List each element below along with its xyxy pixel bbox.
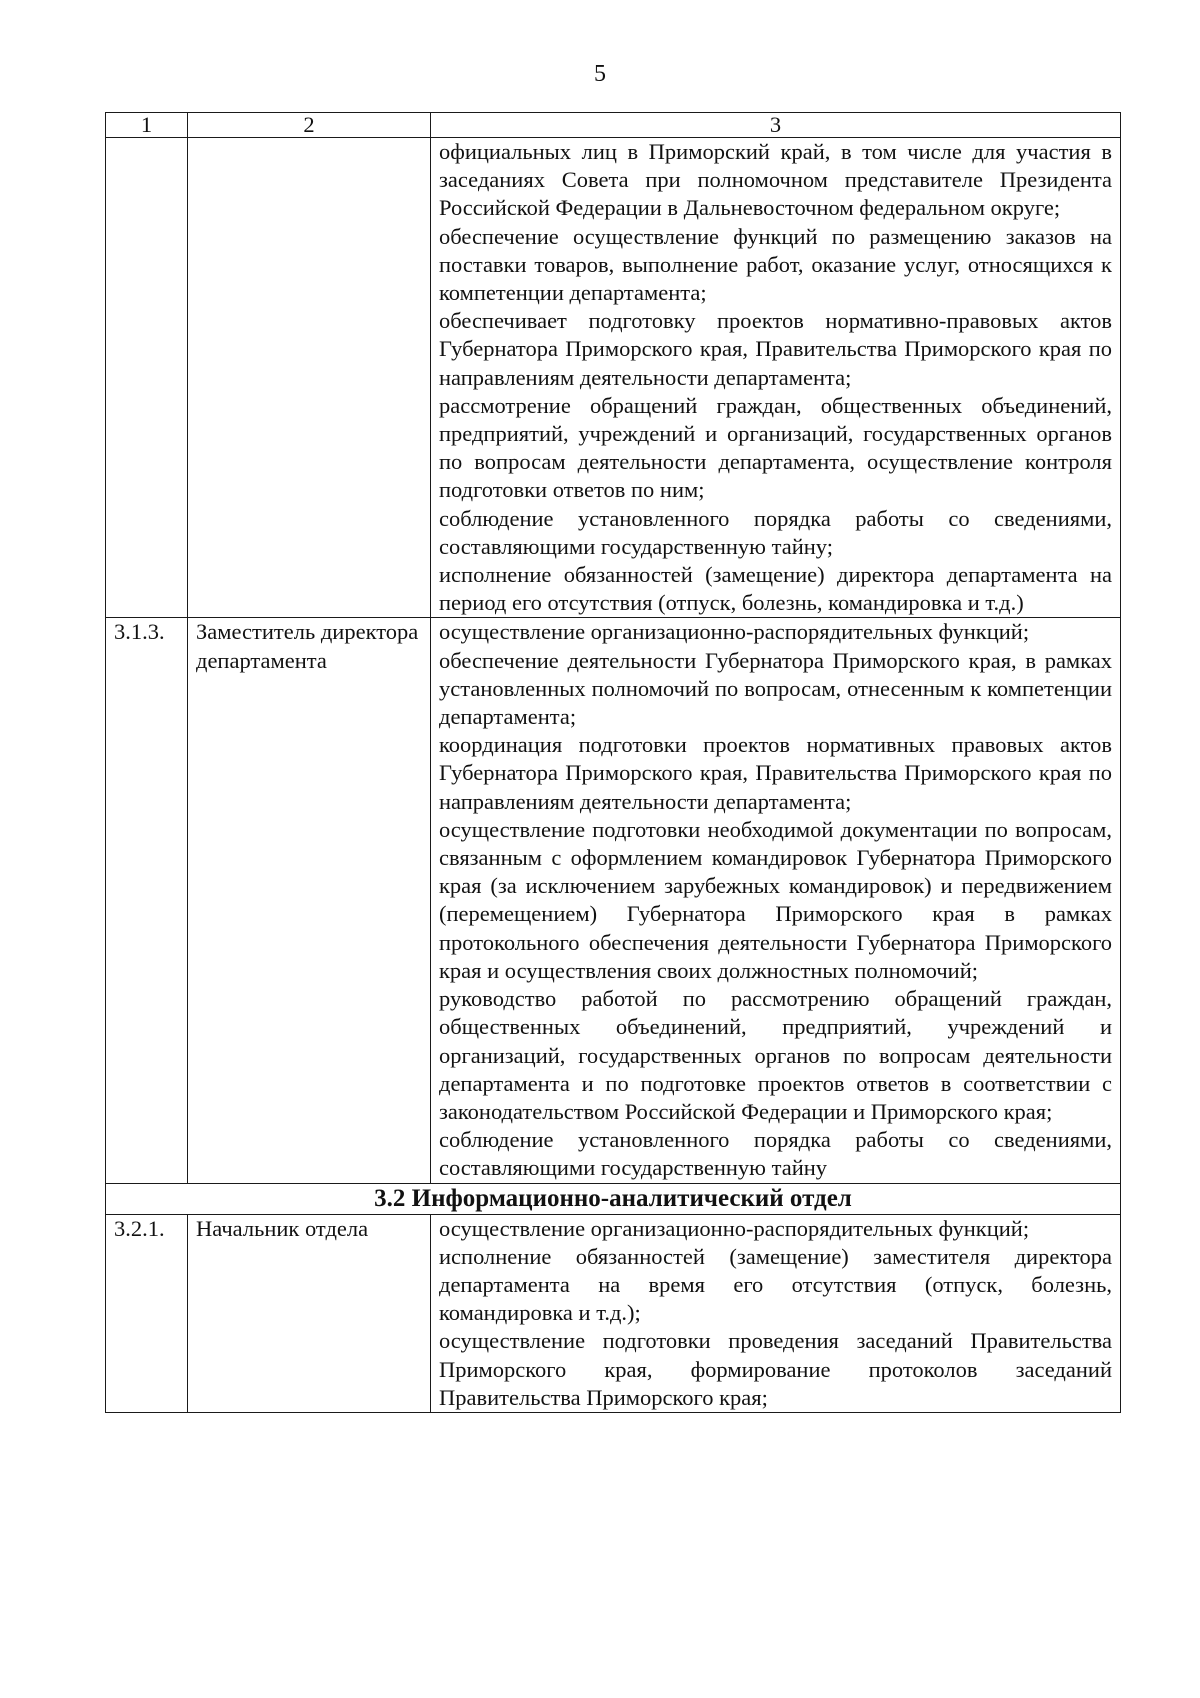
duties-table — [105, 112, 1121, 1413]
row-duties — [431, 618, 1121, 1183]
row-position: Заместитель директора департамента — [188, 618, 431, 1183]
duty-paragraph: координация подготовки проектов нормативных правовых актов Губернатора Приморского края, Правительства Приморского края по направлениям деятельности департамента; — [439, 732, 1112, 814]
duty-paragraph: соблюдение установленного порядка работы со сведениями, составляющими государственную тайну — [439, 1127, 1112, 1181]
table-header-row — [106, 113, 1121, 138]
section-row — [106, 1183, 1121, 1214]
page-number: 5 — [594, 61, 606, 87]
duty-paragraph: исполнение обязанностей (замещение) директора департамента на период его отсутствия (отпуск, болезнь, командировка и т.д.) — [439, 562, 1112, 616]
duty-paragraph: осуществление организационно-распорядительных функций; — [439, 1215, 1030, 1241]
duty-paragraph: осуществление подготовки проведения заседаний Правительства Приморского края, формирование протоколов заседаний Правительства Приморского края; — [439, 1328, 1112, 1410]
header-col-3: 3 — [431, 113, 1121, 138]
header-col-1: 1 — [106, 113, 188, 138]
row-number — [106, 138, 188, 618]
row-number: 3.1.3. — [106, 618, 188, 1183]
table-row — [106, 618, 1121, 1183]
duty-paragraph: соблюдение установленного порядка работы со сведениями, составляющими государственную тайну; — [439, 505, 1112, 559]
duty-paragraph: обеспечение деятельности Губернатора Приморского края, в рамках установленных полномочий по вопросам, отнесенным к компетенции департамента; — [439, 647, 1112, 730]
duty-paragraph: руководство работой по рассмотрению обращений граждан, общественных объединений, предприятий, учреждений и организаций, государственных органов по вопросам деятельности департамента и по подготовке проектов ответов в соответствии с законодательством Российской Федерации и Приморского края; — [439, 986, 1112, 1124]
duty-paragraph: осуществление организационно-распорядительных функций; — [439, 619, 1030, 645]
row-number: 3.2.1. — [106, 1214, 188, 1412]
row-position — [188, 138, 431, 618]
duty-paragraph: исполнение обязанностей (замещение) заместителя директора департамента на время его отсутствия (отпуск, болезнь, командировка и т.д.); — [439, 1243, 1112, 1326]
row-position: Начальник отдела — [188, 1214, 431, 1412]
table-row — [106, 1214, 1121, 1412]
duty-paragraph: обеспечение осуществление функций по размещению заказов на поставки товаров, выполнение работ, оказание услуг, относящихся к компетенции департамента; — [439, 223, 1112, 306]
row-duties — [431, 1214, 1121, 1412]
row-duties — [431, 138, 1121, 618]
duty-paragraph: рассмотрение обращений граждан, общественных объединений, предприятий, учреждений и организаций, государственных органов по вопросам деятельности департамента, осуществление контроля подготовки ответов по ним; — [439, 392, 1112, 503]
header-col-2: 2 — [188, 113, 431, 138]
duty-paragraph: осуществление подготовки необходимой документации по вопросам, связанным с оформлением командировок Губернатора Приморского края (за исключением зарубежных командировок) и передвижением (перемещением) Губернатора Приморского края в рамках протокольного обеспечения деятельности Губернатора Приморского края и осуществления своих должностных полномочий; — [439, 816, 1112, 983]
duty-paragraph: официальных лиц в Приморский край, в том числе для участия в заседаниях Совета при полномочном представителе Президента Российской Федерации в Дальневосточном федеральном округе; — [439, 139, 1112, 221]
duty-paragraph: обеспечивает подготовку проектов нормативно-правовых актов Губернатора Приморского края, Правительства Приморского края по направлениям деятельности департамента; — [439, 308, 1112, 390]
table-row — [106, 138, 1121, 618]
section-heading: 3.2 Информационно-аналитический отдел — [106, 1183, 1121, 1214]
